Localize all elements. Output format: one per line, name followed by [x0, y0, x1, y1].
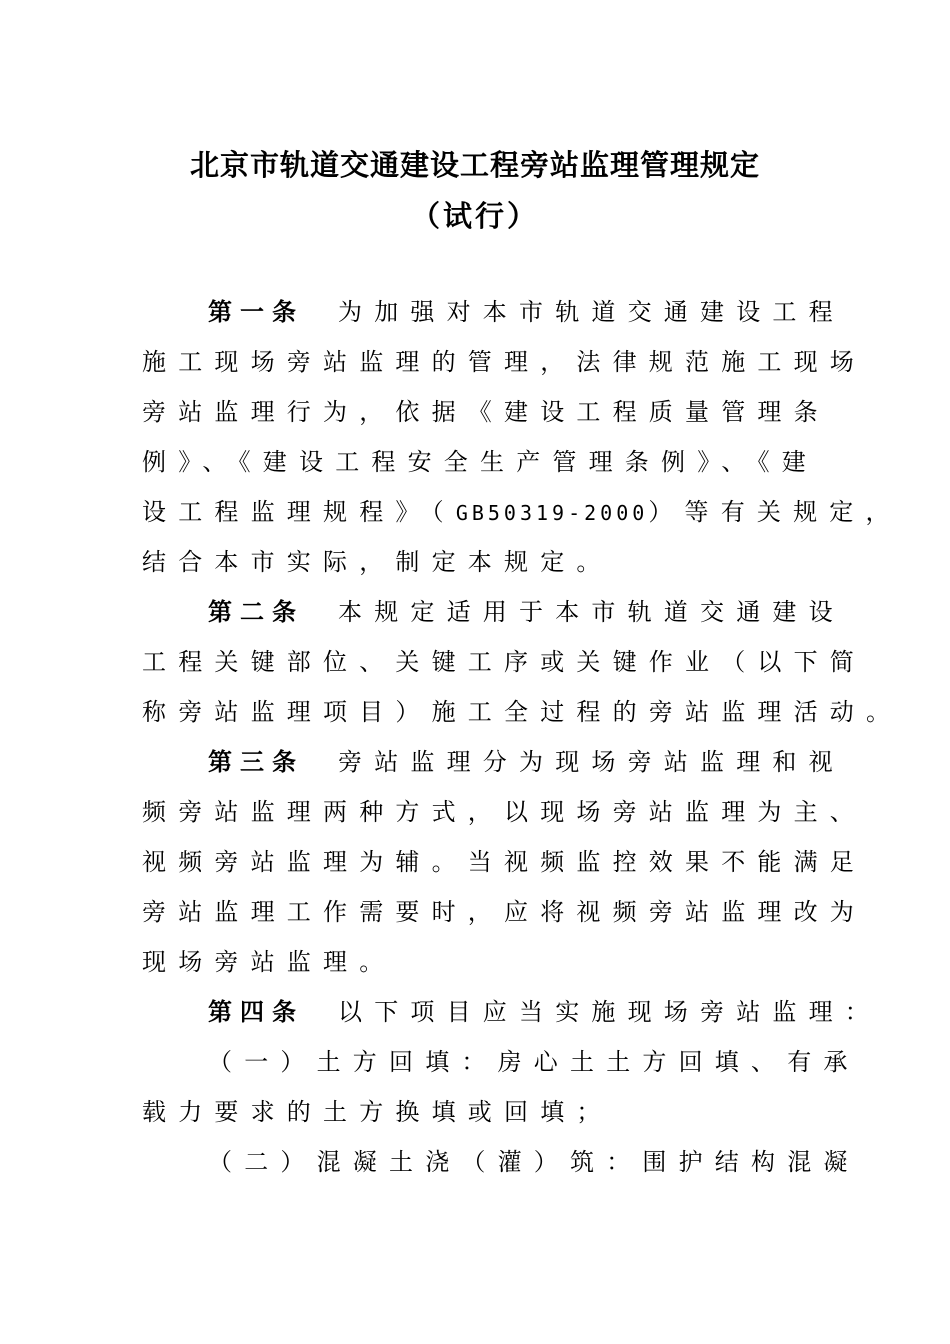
standard-code: GB50319-2000 [455, 501, 649, 525]
article-2-heading: 第二条 [208, 597, 304, 626]
article-2-line-1 [208, 596, 908, 628]
document-subtitle: （试行） [410, 199, 539, 233]
article-1-line-6: 结合本市实际，制定本规定。 [142, 548, 613, 576]
article-4-item-1-cont: 载力要求的土方换填或回填； [142, 1098, 613, 1126]
article-1-line-1 [208, 296, 908, 328]
article-1-line-4: 例》、《建设工程安全生产管理条例》、《建 [142, 448, 818, 476]
article-1-heading: 第一条 [208, 297, 304, 326]
article-3-line-4: 旁站监理工作需要时，应将视频旁站监理改为 [142, 898, 866, 926]
article-4-item-2: （二）混凝土浇（灌）筑：围护结构混凝 [208, 1148, 860, 1176]
article-4-line-1 [208, 996, 908, 1028]
document-title: 北京市轨道交通建设工程旁站监理管理规定 [189, 148, 760, 182]
article-1-line-3: 旁站监理行为，依据《建设工程质量管理条 [142, 398, 830, 426]
article-4-heading: 第四条 [208, 997, 304, 1026]
article-2-text: 本规定适用于本市轨道交通建设 [338, 598, 845, 626]
article-1-line-2: 施工现场旁站监理的管理，法律规范施工现场 [142, 348, 866, 376]
article-3-text: 旁站监理分为现场旁站监理和视 [338, 748, 845, 776]
article-3-line-1 [208, 746, 908, 778]
article-1-text: 为加强对本市轨道交通建设工程 [338, 298, 845, 326]
article-2-line-2: 工程关键部位、关键工序或关键作业（以下简 [142, 648, 866, 676]
article-3-line-2: 频旁站监理两种方式，以现场旁站监理为主、 [142, 798, 866, 826]
article-1-line-5 [142, 496, 902, 528]
article-1-line-5-a: 设工程监理规程》（ [142, 498, 456, 526]
article-3-line-3: 视频旁站监理为辅。当视频监控效果不能满足 [142, 848, 866, 876]
article-3-line-5: 现场旁站监理。 [142, 948, 396, 976]
article-4-item-1: （一）土方回填：房心土土方回填、有承 [208, 1048, 860, 1076]
article-4-text: 以下项目应当实施现场旁站监理： [338, 998, 881, 1026]
article-1-line-5-b: ）等有关规定， [648, 498, 902, 526]
article-3-heading: 第三条 [208, 747, 304, 776]
article-2-line-3: 称旁站监理项目）施工全过程的旁站监理活动。 [142, 698, 903, 726]
